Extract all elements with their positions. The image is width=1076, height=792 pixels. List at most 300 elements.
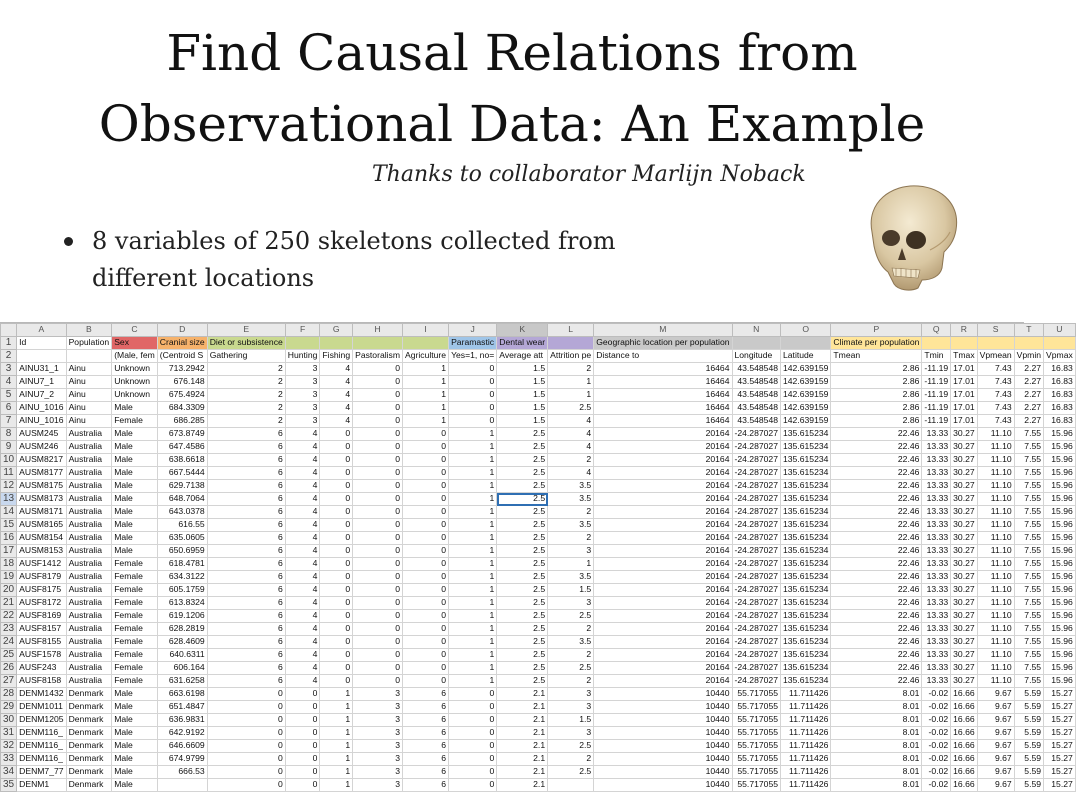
table-cell[interactable]: 11.10 — [977, 519, 1014, 532]
table-cell[interactable]: Agriculture — [403, 350, 449, 363]
table-cell[interactable]: 631.6258 — [157, 675, 207, 688]
table-cell[interactable] — [353, 337, 403, 350]
table-cell[interactable]: 15.96 — [1044, 480, 1076, 493]
table-cell[interactable]: 15.27 — [1044, 701, 1076, 714]
table-cell[interactable]: 4 — [548, 467, 594, 480]
table-cell[interactable]: 13.33 — [922, 662, 951, 675]
table-cell[interactable]: 0 — [353, 428, 403, 441]
table-cell[interactable]: 3 — [548, 545, 594, 558]
table-cell[interactable]: 0 — [207, 766, 285, 779]
table-cell[interactable]: 1 — [449, 649, 497, 662]
table-cell[interactable]: 6 — [207, 662, 285, 675]
table-cell[interactable]: 10440 — [594, 727, 732, 740]
table-cell[interactable]: 4 — [285, 675, 320, 688]
table-cell[interactable]: 2.5 — [497, 558, 548, 571]
table-cell[interactable]: 13.33 — [922, 597, 951, 610]
table-cell[interactable]: DENM116_ — [17, 727, 66, 740]
table-cell[interactable]: 16.83 — [1044, 389, 1076, 402]
table-cell[interactable]: 20164 — [594, 623, 732, 636]
table-cell[interactable] — [320, 337, 353, 350]
table-cell[interactable]: Female — [112, 636, 158, 649]
table-cell[interactable]: 6 — [207, 441, 285, 454]
table-cell[interactable]: 0 — [320, 675, 353, 688]
table-cell[interactable]: 20164 — [594, 506, 732, 519]
column-header-i[interactable]: I — [403, 324, 449, 337]
table-cell[interactable]: AUSF1412 — [17, 558, 66, 571]
table-cell[interactable]: 0 — [320, 662, 353, 675]
column-header-h[interactable]: H — [353, 324, 403, 337]
table-cell[interactable]: 8.01 — [831, 727, 922, 740]
table-cell[interactable]: 619.1206 — [157, 610, 207, 623]
table-cell[interactable]: 20164 — [594, 454, 732, 467]
table-cell[interactable]: 2.5 — [497, 480, 548, 493]
table-cell[interactable]: 0 — [207, 753, 285, 766]
table-cell[interactable]: Australia — [66, 649, 112, 662]
table-cell[interactable]: 13.33 — [922, 532, 951, 545]
table-cell[interactable]: 15.96 — [1044, 506, 1076, 519]
table-cell[interactable]: Male — [112, 779, 158, 792]
table-cell[interactable]: 22.46 — [831, 558, 922, 571]
table-cell[interactable]: 6 — [207, 506, 285, 519]
table-cell[interactable]: Australia — [66, 610, 112, 623]
table-cell[interactable]: 0 — [353, 584, 403, 597]
table-cell[interactable]: 4 — [285, 428, 320, 441]
table-cell[interactable]: 1 — [449, 493, 497, 506]
table-cell[interactable]: 3 — [353, 740, 403, 753]
table-cell[interactable]: Male — [112, 519, 158, 532]
row-number[interactable]: 25 — [1, 649, 17, 662]
table-cell[interactable]: 15.96 — [1044, 467, 1076, 480]
table-cell[interactable]: 15.96 — [1044, 428, 1076, 441]
table-cell[interactable]: 55.717055 — [732, 714, 781, 727]
table-cell[interactable]: 0 — [449, 402, 497, 415]
table-cell[interactable]: Male — [112, 506, 158, 519]
table-cell[interactable]: 3 — [548, 727, 594, 740]
table-cell[interactable]: AINU7_2 — [17, 389, 66, 402]
table-cell[interactable]: (Centroid S — [157, 350, 207, 363]
table-cell[interactable]: 13.33 — [922, 571, 951, 584]
table-cell[interactable] — [403, 337, 449, 350]
table-cell[interactable]: Male — [112, 467, 158, 480]
table-cell[interactable]: 16.66 — [951, 779, 978, 792]
table-cell[interactable]: 6 — [403, 766, 449, 779]
table-cell[interactable]: 11.10 — [977, 532, 1014, 545]
table-cell[interactable]: 7.55 — [1014, 545, 1043, 558]
table-cell[interactable]: 2 — [548, 454, 594, 467]
table-cell[interactable]: 30.27 — [951, 454, 978, 467]
table-cell[interactable]: 1 — [320, 753, 353, 766]
row-number[interactable]: 29 — [1, 701, 17, 714]
table-cell[interactable]: 1 — [449, 675, 497, 688]
table-cell[interactable]: 3 — [353, 753, 403, 766]
table-cell[interactable]: 0 — [449, 779, 497, 792]
table-cell[interactable]: 2 — [207, 376, 285, 389]
table-cell[interactable]: 1 — [449, 441, 497, 454]
table-cell[interactable] — [157, 779, 207, 792]
table-cell[interactable]: 16.83 — [1044, 363, 1076, 376]
table-cell[interactable]: 0 — [353, 519, 403, 532]
table-cell[interactable]: 15.96 — [1044, 454, 1076, 467]
table-cell[interactable]: 2 — [207, 415, 285, 428]
table-cell[interactable]: 22.46 — [831, 623, 922, 636]
table-cell[interactable]: -24.287027 — [732, 584, 781, 597]
table-cell[interactable]: Male — [112, 740, 158, 753]
table-cell[interactable]: 2 — [548, 363, 594, 376]
table-cell[interactable]: 15.96 — [1044, 532, 1076, 545]
table-cell[interactable]: 0 — [320, 636, 353, 649]
table-cell[interactable]: 43.548548 — [732, 376, 781, 389]
table-cell[interactable]: Vpmean — [977, 350, 1014, 363]
table-cell[interactable]: 0 — [353, 441, 403, 454]
table-cell[interactable]: AUSF8175 — [17, 584, 66, 597]
column-header-q[interactable]: Q — [922, 324, 951, 337]
table-cell[interactable]: 7.55 — [1014, 610, 1043, 623]
table-cell[interactable]: Australia — [66, 636, 112, 649]
table-cell[interactable]: 11.10 — [977, 571, 1014, 584]
table-cell[interactable]: Female — [112, 597, 158, 610]
table-cell[interactable]: Unknown — [112, 363, 158, 376]
table-cell[interactable]: 0 — [449, 727, 497, 740]
table-cell[interactable]: 22.46 — [831, 441, 922, 454]
table-cell[interactable]: 55.717055 — [732, 688, 781, 701]
table-cell[interactable]: Geographic location per population — [594, 337, 732, 350]
table-cell[interactable]: 55.717055 — [732, 727, 781, 740]
table-cell[interactable]: 13.33 — [922, 506, 951, 519]
table-cell[interactable]: 3.5 — [548, 519, 594, 532]
table-cell[interactable]: 142.639159 — [781, 376, 831, 389]
table-cell[interactable]: 0 — [353, 610, 403, 623]
table-cell[interactable]: 13.33 — [922, 467, 951, 480]
table-cell[interactable]: 1 — [403, 402, 449, 415]
table-cell[interactable]: 1 — [403, 363, 449, 376]
table-cell[interactable]: 10440 — [594, 753, 732, 766]
table-cell[interactable]: 142.639159 — [781, 415, 831, 428]
table-cell[interactable]: 0 — [285, 753, 320, 766]
table-cell[interactable]: 3.5 — [548, 480, 594, 493]
table-cell[interactable]: Australia — [66, 493, 112, 506]
table-cell[interactable]: 6 — [207, 454, 285, 467]
table-cell[interactable]: 15.96 — [1044, 610, 1076, 623]
table-cell[interactable]: Male — [112, 493, 158, 506]
table-cell[interactable]: AUSM8171 — [17, 506, 66, 519]
table-cell[interactable]: 16.66 — [951, 688, 978, 701]
table-cell[interactable]: -0.02 — [922, 779, 951, 792]
table-cell[interactable]: 4 — [285, 558, 320, 571]
table-cell[interactable]: 2.1 — [497, 753, 548, 766]
table-cell[interactable]: -24.287027 — [732, 480, 781, 493]
table-cell[interactable]: 640.6311 — [157, 649, 207, 662]
column-header-f[interactable]: F — [285, 324, 320, 337]
table-cell[interactable]: 135.615234 — [781, 493, 831, 506]
table-cell[interactable]: 4 — [285, 532, 320, 545]
table-cell[interactable]: 0 — [449, 415, 497, 428]
table-cell[interactable]: 20164 — [594, 493, 732, 506]
table-cell[interactable]: 2.5 — [497, 532, 548, 545]
table-cell[interactable]: 0 — [403, 506, 449, 519]
table-cell[interactable]: Australia — [66, 506, 112, 519]
table-cell[interactable]: 2.5 — [548, 662, 594, 675]
table-cell[interactable]: Denmark — [66, 727, 112, 740]
table-cell[interactable]: AUSM8165 — [17, 519, 66, 532]
table-cell[interactable]: 142.639159 — [781, 402, 831, 415]
table-cell[interactable] — [977, 337, 1014, 350]
column-header-j[interactable]: J — [449, 324, 497, 337]
table-cell[interactable]: 30.27 — [951, 623, 978, 636]
table-cell[interactable]: 30.27 — [951, 558, 978, 571]
table-cell[interactable]: 634.3122 — [157, 571, 207, 584]
table-cell[interactable]: 1.5 — [497, 415, 548, 428]
table-cell[interactable]: 7.55 — [1014, 441, 1043, 454]
column-header-u[interactable]: U — [1044, 324, 1076, 337]
column-header-k[interactable]: K — [497, 324, 548, 337]
table-cell[interactable] — [17, 350, 66, 363]
table-cell[interactable]: -11.19 — [922, 363, 951, 376]
table-cell[interactable]: 10440 — [594, 740, 732, 753]
table-cell[interactable]: 673.8749 — [157, 428, 207, 441]
table-cell[interactable]: Denmark — [66, 753, 112, 766]
table-cell[interactable]: 135.615234 — [781, 545, 831, 558]
table-cell[interactable]: 1 — [320, 727, 353, 740]
table-cell[interactable]: 0 — [403, 441, 449, 454]
table-cell[interactable]: Australia — [66, 545, 112, 558]
table-cell[interactable]: 15.27 — [1044, 688, 1076, 701]
table-cell[interactable]: 1 — [403, 376, 449, 389]
table-cell[interactable]: 15.96 — [1044, 675, 1076, 688]
table-cell[interactable]: 0 — [320, 610, 353, 623]
column-header-s[interactable]: S — [977, 324, 1014, 337]
table-cell[interactable]: 2.1 — [497, 714, 548, 727]
table-cell[interactable]: 6 — [207, 597, 285, 610]
table-cell[interactable]: 2.86 — [831, 376, 922, 389]
table-cell[interactable]: 2.5 — [548, 402, 594, 415]
table-cell[interactable]: AINU_1016 — [17, 415, 66, 428]
table-cell[interactable]: 11.711426 — [781, 688, 831, 701]
table-cell[interactable]: Australia — [66, 662, 112, 675]
table-cell[interactable]: 16.66 — [951, 740, 978, 753]
table-cell[interactable]: 15.96 — [1044, 636, 1076, 649]
table-cell[interactable]: 30.27 — [951, 675, 978, 688]
table-cell[interactable]: 2.5 — [497, 636, 548, 649]
table-cell[interactable]: 0 — [320, 584, 353, 597]
table-cell[interactable]: 11.711426 — [781, 727, 831, 740]
table-cell[interactable]: 16.66 — [951, 766, 978, 779]
table-cell[interactable]: Gathering — [207, 350, 285, 363]
column-header-p[interactable]: P — [831, 324, 922, 337]
table-cell[interactable]: 13.33 — [922, 623, 951, 636]
table-cell[interactable]: -11.19 — [922, 376, 951, 389]
row-number[interactable]: 31 — [1, 727, 17, 740]
table-cell[interactable]: 135.615234 — [781, 662, 831, 675]
table-cell[interactable]: (Male, fem — [112, 350, 158, 363]
table-cell[interactable]: 7.55 — [1014, 428, 1043, 441]
table-cell[interactable]: Australia — [66, 558, 112, 571]
table-cell[interactable]: 22.46 — [831, 649, 922, 662]
table-cell[interactable]: 1 — [320, 740, 353, 753]
table-cell[interactable]: Unknown — [112, 389, 158, 402]
table-cell[interactable]: 20164 — [594, 649, 732, 662]
table-cell[interactable]: 0 — [207, 779, 285, 792]
spreadsheet[interactable] — [0, 322, 1073, 791]
table-cell[interactable]: 2.86 — [831, 389, 922, 402]
table-cell[interactable]: AUSF243 — [17, 662, 66, 675]
table-cell[interactable]: -24.287027 — [732, 467, 781, 480]
row-number[interactable]: 14 — [1, 506, 17, 519]
table-cell[interactable]: 135.615234 — [781, 441, 831, 454]
table-cell[interactable]: 13.33 — [922, 584, 951, 597]
table-cell[interactable]: 22.46 — [831, 662, 922, 675]
table-cell[interactable]: 2.5 — [497, 610, 548, 623]
table-cell[interactable]: 8.01 — [831, 740, 922, 753]
table-cell[interactable]: -24.287027 — [732, 493, 781, 506]
table-cell[interactable]: 7.55 — [1014, 571, 1043, 584]
table-cell[interactable]: 6 — [403, 753, 449, 766]
table-cell[interactable]: 2.27 — [1014, 363, 1043, 376]
table-cell[interactable]: 2 — [207, 389, 285, 402]
table-cell[interactable]: 713.2942 — [157, 363, 207, 376]
table-cell[interactable]: 20164 — [594, 584, 732, 597]
table-cell[interactable]: 22.46 — [831, 545, 922, 558]
table-cell[interactable]: 606.164 — [157, 662, 207, 675]
table-cell[interactable]: 3.5 — [548, 571, 594, 584]
table-cell[interactable]: Male — [112, 428, 158, 441]
table-cell[interactable]: 2.5 — [497, 519, 548, 532]
table-cell[interactable]: 1 — [548, 389, 594, 402]
table-cell[interactable]: 2.5 — [497, 506, 548, 519]
table-cell[interactable]: 17.01 — [951, 402, 978, 415]
table-cell[interactable]: Female — [112, 558, 158, 571]
table-cell[interactable]: 20164 — [594, 519, 732, 532]
table-cell[interactable]: 10440 — [594, 766, 732, 779]
table-cell[interactable]: 20164 — [594, 636, 732, 649]
table-cell[interactable]: Australia — [66, 441, 112, 454]
table-cell[interactable]: 7.55 — [1014, 649, 1043, 662]
table-cell[interactable]: 3 — [285, 363, 320, 376]
table-cell[interactable]: 2.5 — [548, 766, 594, 779]
table-cell[interactable]: 6 — [207, 558, 285, 571]
table-cell[interactable]: 0 — [353, 467, 403, 480]
row-number[interactable]: 16 — [1, 532, 17, 545]
table-cell[interactable]: 22.46 — [831, 636, 922, 649]
table-cell[interactable]: Female — [112, 649, 158, 662]
table-cell[interactable]: 11.711426 — [781, 701, 831, 714]
table-cell[interactable]: DENM1011 — [17, 701, 66, 714]
table-cell[interactable]: 9.67 — [977, 779, 1014, 792]
table-cell[interactable]: AINU7_1 — [17, 376, 66, 389]
table-cell[interactable]: Ainu — [66, 415, 112, 428]
table-cell[interactable]: Australia — [66, 623, 112, 636]
table-cell[interactable]: 7.43 — [977, 376, 1014, 389]
table-cell[interactable]: 1.5 — [497, 389, 548, 402]
table-cell[interactable]: 17.01 — [951, 415, 978, 428]
table-cell[interactable]: AUSF8158 — [17, 675, 66, 688]
table-cell[interactable]: 11.10 — [977, 662, 1014, 675]
table-cell[interactable]: 13.33 — [922, 519, 951, 532]
table-cell[interactable]: 0 — [320, 597, 353, 610]
table-cell[interactable]: 11.10 — [977, 480, 1014, 493]
table-cell[interactable]: 10440 — [594, 688, 732, 701]
table-cell[interactable]: Sex — [112, 337, 158, 350]
table-cell[interactable]: Australia — [66, 480, 112, 493]
column-header-t[interactable]: T — [1014, 324, 1043, 337]
table-cell[interactable]: DENM116_ — [17, 753, 66, 766]
table-cell[interactable]: Female — [112, 584, 158, 597]
table-cell[interactable]: 3 — [285, 415, 320, 428]
table-cell[interactable]: -24.287027 — [732, 454, 781, 467]
table-cell[interactable]: 0 — [353, 402, 403, 415]
table-cell[interactable]: 22.46 — [831, 571, 922, 584]
table-cell[interactable]: AUSM8173 — [17, 493, 66, 506]
table-cell[interactable]: 0 — [320, 454, 353, 467]
table-cell[interactable]: 2.5 — [497, 441, 548, 454]
table-cell[interactable]: 1 — [403, 389, 449, 402]
table-cell[interactable]: 16464 — [594, 402, 732, 415]
table-cell[interactable]: -24.287027 — [732, 597, 781, 610]
table-cell[interactable]: 6 — [403, 727, 449, 740]
column-header-n[interactable]: N — [732, 324, 781, 337]
table-cell[interactable]: 15.96 — [1044, 571, 1076, 584]
table-cell[interactable]: 15.27 — [1044, 753, 1076, 766]
table-cell[interactable]: 9.67 — [977, 753, 1014, 766]
table-cell[interactable]: 8.01 — [831, 753, 922, 766]
table-cell[interactable]: 135.615234 — [781, 519, 831, 532]
column-header-l[interactable]: L — [548, 324, 594, 337]
table-cell[interactable]: 11.711426 — [781, 779, 831, 792]
table-cell[interactable]: 651.4847 — [157, 701, 207, 714]
table-cell[interactable]: 0 — [320, 428, 353, 441]
table-cell[interactable]: 22.46 — [831, 428, 922, 441]
table-cell[interactable]: Paramastic — [449, 337, 497, 350]
table-cell[interactable]: 30.27 — [951, 480, 978, 493]
table-cell[interactable]: 666.53 — [157, 766, 207, 779]
table-cell[interactable]: 16.66 — [951, 701, 978, 714]
table-cell[interactable]: AUSM8175 — [17, 480, 66, 493]
table-cell[interactable]: Male — [112, 727, 158, 740]
table-cell[interactable]: 30.27 — [951, 428, 978, 441]
table-cell[interactable]: 11.10 — [977, 584, 1014, 597]
table-cell[interactable]: 11.10 — [977, 649, 1014, 662]
table-cell[interactable]: 3 — [353, 766, 403, 779]
table-cell[interactable]: 13.33 — [922, 441, 951, 454]
table-cell[interactable]: 1 — [449, 623, 497, 636]
table-cell[interactable]: AUSF8155 — [17, 636, 66, 649]
table-cell[interactable]: 2.27 — [1014, 415, 1043, 428]
table-cell[interactable]: 1 — [449, 519, 497, 532]
table-cell[interactable]: 13.33 — [922, 649, 951, 662]
row-number[interactable]: 32 — [1, 740, 17, 753]
table-cell[interactable]: 0 — [403, 571, 449, 584]
table-cell[interactable]: 30.27 — [951, 441, 978, 454]
table-cell[interactable]: 0 — [320, 506, 353, 519]
table-cell[interactable]: 648.7064 — [157, 493, 207, 506]
column-header-g[interactable]: G — [320, 324, 353, 337]
row-number[interactable]: 20 — [1, 584, 17, 597]
table-cell[interactable]: 0 — [353, 649, 403, 662]
table-cell[interactable]: 663.6198 — [157, 688, 207, 701]
table-cell[interactable]: 11.10 — [977, 558, 1014, 571]
table-cell[interactable]: 9.67 — [977, 688, 1014, 701]
table-cell[interactable]: Female — [112, 675, 158, 688]
table-cell[interactable]: 1.5 — [497, 363, 548, 376]
table-cell[interactable]: Female — [112, 662, 158, 675]
table-cell[interactable]: 635.0605 — [157, 532, 207, 545]
table-cell[interactable]: 22.46 — [831, 584, 922, 597]
table-cell[interactable]: -24.287027 — [732, 636, 781, 649]
table-cell[interactable]: 4 — [548, 415, 594, 428]
row-number[interactable]: 34 — [1, 766, 17, 779]
table-cell[interactable]: 0 — [207, 740, 285, 753]
table-cell[interactable]: 3 — [285, 376, 320, 389]
table-cell[interactable]: Australia — [66, 454, 112, 467]
